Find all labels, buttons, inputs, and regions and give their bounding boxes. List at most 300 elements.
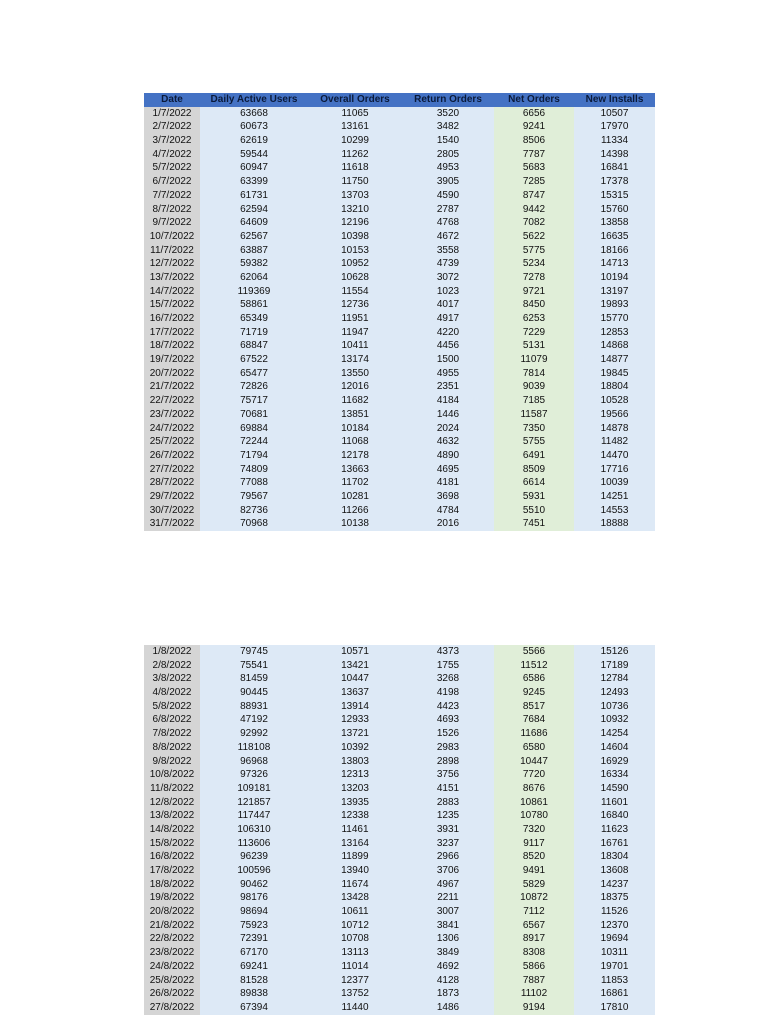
net-orders-cell: 5829 [494, 878, 574, 892]
table-row [144, 312, 655, 326]
date-cell: 9/7/2022 [144, 216, 200, 230]
overall-orders-cell: 11899 [308, 850, 402, 864]
return-orders-cell: 2024 [402, 422, 494, 436]
net-orders-cell: 9194 [494, 1001, 574, 1015]
net-orders-cell: 8509 [494, 463, 574, 477]
net-orders-cell: 5931 [494, 490, 574, 504]
overall-orders-cell: 10299 [308, 134, 402, 148]
new-installs-cell: 17189 [574, 659, 655, 673]
date-cell: 3/8/2022 [144, 672, 200, 686]
overall-orders-cell: 10571 [308, 645, 402, 659]
date-cell: 11/8/2022 [144, 782, 200, 796]
table-row [144, 476, 655, 490]
return-orders-cell: 2787 [402, 203, 494, 217]
header-row [144, 93, 655, 107]
august-table [144, 645, 655, 1015]
overall-orders-cell: 13421 [308, 659, 402, 673]
new-installs-cell: 19566 [574, 408, 655, 422]
overall-orders-cell: 11618 [308, 161, 402, 175]
net-orders-cell: 5510 [494, 504, 574, 518]
header-daily-active-users: Daily Active Users [200, 93, 308, 107]
daily-active-users-cell: 79567 [200, 490, 308, 504]
return-orders-cell: 3558 [402, 244, 494, 258]
net-orders-cell: 7112 [494, 905, 574, 919]
daily-active-users-cell: 62594 [200, 203, 308, 217]
new-installs-cell: 10507 [574, 107, 655, 121]
new-installs-cell: 16841 [574, 161, 655, 175]
date-cell: 17/7/2022 [144, 326, 200, 340]
table-row [144, 367, 655, 381]
table-row [144, 905, 655, 919]
overall-orders-cell: 10628 [308, 271, 402, 285]
overall-orders-cell: 13161 [308, 120, 402, 134]
new-installs-cell: 11623 [574, 823, 655, 837]
july-table-body [144, 107, 655, 531]
net-orders-cell: 6586 [494, 672, 574, 686]
daily-active-users-cell: 62064 [200, 271, 308, 285]
table-row [144, 782, 655, 796]
return-orders-cell: 4768 [402, 216, 494, 230]
net-orders-cell: 7229 [494, 326, 574, 340]
table-row [144, 809, 655, 823]
return-orders-cell: 4739 [402, 257, 494, 271]
net-orders-cell: 7082 [494, 216, 574, 230]
table-row [144, 353, 655, 367]
net-orders-cell: 9241 [494, 120, 574, 134]
new-installs-cell: 16929 [574, 755, 655, 769]
return-orders-cell: 3841 [402, 919, 494, 933]
new-installs-cell: 14254 [574, 727, 655, 741]
date-cell: 25/8/2022 [144, 974, 200, 988]
return-orders-cell: 4967 [402, 878, 494, 892]
date-cell: 8/8/2022 [144, 741, 200, 755]
daily-active-users-cell: 72826 [200, 380, 308, 394]
daily-active-users-cell: 118108 [200, 741, 308, 755]
new-installs-cell: 13608 [574, 864, 655, 878]
net-orders-cell: 7887 [494, 974, 574, 988]
overall-orders-cell: 12313 [308, 768, 402, 782]
daily-active-users-cell: 119369 [200, 285, 308, 299]
new-installs-cell: 13197 [574, 285, 655, 299]
new-installs-cell: 19701 [574, 960, 655, 974]
overall-orders-cell: 13935 [308, 796, 402, 810]
net-orders-cell: 8747 [494, 189, 574, 203]
net-orders-cell: 6253 [494, 312, 574, 326]
overall-orders-cell: 10708 [308, 932, 402, 946]
new-installs-cell: 15315 [574, 189, 655, 203]
daily-active-users-cell: 58861 [200, 298, 308, 312]
net-orders-cell: 5234 [494, 257, 574, 271]
net-orders-cell: 7350 [494, 422, 574, 436]
daily-active-users-cell: 92992 [200, 727, 308, 741]
return-orders-cell: 3237 [402, 837, 494, 851]
net-orders-cell: 8450 [494, 298, 574, 312]
new-installs-cell: 16334 [574, 768, 655, 782]
date-cell: 10/8/2022 [144, 768, 200, 782]
table-row [144, 203, 655, 217]
daily-active-users-cell: 63399 [200, 175, 308, 189]
table-row [144, 946, 655, 960]
overall-orders-cell: 11014 [308, 960, 402, 974]
daily-active-users-cell: 70968 [200, 517, 308, 531]
return-orders-cell: 2805 [402, 148, 494, 162]
daily-active-users-cell: 72244 [200, 435, 308, 449]
new-installs-cell: 12493 [574, 686, 655, 700]
net-orders-cell: 7320 [494, 823, 574, 837]
overall-orders-cell: 11947 [308, 326, 402, 340]
overall-orders-cell: 12338 [308, 809, 402, 823]
new-installs-cell: 11853 [574, 974, 655, 988]
net-orders-cell: 7285 [494, 175, 574, 189]
daily-active-users-cell: 70681 [200, 408, 308, 422]
overall-orders-cell: 13940 [308, 864, 402, 878]
date-cell: 16/7/2022 [144, 312, 200, 326]
new-installs-cell: 14713 [574, 257, 655, 271]
date-cell: 8/7/2022 [144, 203, 200, 217]
new-installs-cell: 17810 [574, 1001, 655, 1015]
return-orders-cell: 3756 [402, 768, 494, 782]
net-orders-cell: 9039 [494, 380, 574, 394]
table-row [144, 517, 655, 531]
table-row [144, 326, 655, 340]
daily-active-users-cell: 68847 [200, 339, 308, 353]
table-row [144, 408, 655, 422]
overall-orders-cell: 10411 [308, 339, 402, 353]
overall-orders-cell: 12196 [308, 216, 402, 230]
return-orders-cell: 3482 [402, 120, 494, 134]
overall-orders-cell: 13663 [308, 463, 402, 477]
return-orders-cell: 2351 [402, 380, 494, 394]
date-cell: 5/7/2022 [144, 161, 200, 175]
daily-active-users-cell: 64609 [200, 216, 308, 230]
return-orders-cell: 1023 [402, 285, 494, 299]
net-orders-cell: 6614 [494, 476, 574, 490]
new-installs-cell: 16761 [574, 837, 655, 851]
overall-orders-cell: 12736 [308, 298, 402, 312]
date-cell: 23/7/2022 [144, 408, 200, 422]
new-installs-cell: 19845 [574, 367, 655, 381]
new-installs-cell: 18166 [574, 244, 655, 258]
new-installs-cell: 14237 [574, 878, 655, 892]
net-orders-cell: 9721 [494, 285, 574, 299]
date-cell: 18/7/2022 [144, 339, 200, 353]
daily-active-users-cell: 62619 [200, 134, 308, 148]
net-orders-cell: 5131 [494, 339, 574, 353]
table-row [144, 257, 655, 271]
table-row [144, 987, 655, 1001]
date-cell: 16/8/2022 [144, 850, 200, 864]
overall-orders-cell: 13851 [308, 408, 402, 422]
new-installs-cell: 17970 [574, 120, 655, 134]
overall-orders-cell: 10611 [308, 905, 402, 919]
date-cell: 7/7/2022 [144, 189, 200, 203]
date-cell: 19/8/2022 [144, 891, 200, 905]
net-orders-cell: 11587 [494, 408, 574, 422]
return-orders-cell: 3849 [402, 946, 494, 960]
date-cell: 2/7/2022 [144, 120, 200, 134]
daily-active-users-cell: 106310 [200, 823, 308, 837]
overall-orders-cell: 11461 [308, 823, 402, 837]
return-orders-cell: 4456 [402, 339, 494, 353]
overall-orders-cell: 13203 [308, 782, 402, 796]
return-orders-cell: 4181 [402, 476, 494, 490]
return-orders-cell: 4890 [402, 449, 494, 463]
daily-active-users-cell: 109181 [200, 782, 308, 796]
net-orders-cell: 9117 [494, 837, 574, 851]
overall-orders-cell: 10447 [308, 672, 402, 686]
date-cell: 1/7/2022 [144, 107, 200, 121]
return-orders-cell: 3905 [402, 175, 494, 189]
overall-orders-cell: 11440 [308, 1001, 402, 1015]
table-row [144, 285, 655, 299]
daily-active-users-cell: 90445 [200, 686, 308, 700]
return-orders-cell: 4017 [402, 298, 494, 312]
daily-active-users-cell: 71794 [200, 449, 308, 463]
daily-active-users-cell: 71719 [200, 326, 308, 340]
daily-active-users-cell: 79745 [200, 645, 308, 659]
net-orders-cell: 8676 [494, 782, 574, 796]
date-cell: 22/7/2022 [144, 394, 200, 408]
daily-active-users-cell: 96968 [200, 755, 308, 769]
daily-active-users-cell: 59382 [200, 257, 308, 271]
net-orders-cell: 5755 [494, 435, 574, 449]
daily-active-users-cell: 117447 [200, 809, 308, 823]
daily-active-users-cell: 47192 [200, 713, 308, 727]
daily-active-users-cell: 96239 [200, 850, 308, 864]
daily-active-users-cell: 75923 [200, 919, 308, 933]
net-orders-cell: 5866 [494, 960, 574, 974]
overall-orders-cell: 10281 [308, 490, 402, 504]
return-orders-cell: 4590 [402, 189, 494, 203]
daily-active-users-cell: 75541 [200, 659, 308, 673]
table-row [144, 891, 655, 905]
new-installs-cell: 17378 [574, 175, 655, 189]
table-row [144, 298, 655, 312]
return-orders-cell: 2983 [402, 741, 494, 755]
daily-active-users-cell: 63887 [200, 244, 308, 258]
date-cell: 29/7/2022 [144, 490, 200, 504]
return-orders-cell: 2016 [402, 517, 494, 531]
net-orders-cell: 5566 [494, 645, 574, 659]
daily-active-users-cell: 65477 [200, 367, 308, 381]
return-orders-cell: 1526 [402, 727, 494, 741]
daily-active-users-cell: 100596 [200, 864, 308, 878]
new-installs-cell: 14251 [574, 490, 655, 504]
header-overall-orders: Overall Orders [308, 93, 402, 107]
return-orders-cell: 1500 [402, 353, 494, 367]
daily-active-users-cell: 65349 [200, 312, 308, 326]
date-cell: 30/7/2022 [144, 504, 200, 518]
table-row [144, 148, 655, 162]
new-installs-cell: 14470 [574, 449, 655, 463]
net-orders-cell: 7451 [494, 517, 574, 531]
table-row [144, 463, 655, 477]
daily-active-users-cell: 74809 [200, 463, 308, 477]
daily-active-users-cell: 62567 [200, 230, 308, 244]
net-orders-cell: 10872 [494, 891, 574, 905]
net-orders-cell: 7720 [494, 768, 574, 782]
new-installs-cell: 14590 [574, 782, 655, 796]
date-cell: 12/8/2022 [144, 796, 200, 810]
daily-active-users-cell: 113606 [200, 837, 308, 851]
net-orders-cell: 7278 [494, 271, 574, 285]
table-row [144, 107, 655, 121]
net-orders-cell: 7787 [494, 148, 574, 162]
date-cell: 15/7/2022 [144, 298, 200, 312]
table-row [144, 864, 655, 878]
date-cell: 28/7/2022 [144, 476, 200, 490]
return-orders-cell: 4784 [402, 504, 494, 518]
new-installs-cell: 14868 [574, 339, 655, 353]
daily-active-users-cell: 88931 [200, 700, 308, 714]
daily-active-users-cell: 97326 [200, 768, 308, 782]
table-row [144, 394, 655, 408]
net-orders-cell: 6567 [494, 919, 574, 933]
date-cell: 21/8/2022 [144, 919, 200, 933]
net-orders-cell: 8520 [494, 850, 574, 864]
net-orders-cell: 7684 [494, 713, 574, 727]
date-cell: 10/7/2022 [144, 230, 200, 244]
overall-orders-cell: 13174 [308, 353, 402, 367]
overall-orders-cell: 11068 [308, 435, 402, 449]
date-cell: 17/8/2022 [144, 864, 200, 878]
overall-orders-cell: 11674 [308, 878, 402, 892]
date-cell: 6/8/2022 [144, 713, 200, 727]
new-installs-cell: 15126 [574, 645, 655, 659]
new-installs-cell: 14553 [574, 504, 655, 518]
overall-orders-cell: 11262 [308, 148, 402, 162]
overall-orders-cell: 11682 [308, 394, 402, 408]
new-installs-cell: 18304 [574, 850, 655, 864]
table-row [144, 339, 655, 353]
return-orders-cell: 4632 [402, 435, 494, 449]
net-orders-cell: 11079 [494, 353, 574, 367]
net-orders-cell: 7185 [494, 394, 574, 408]
overall-orders-cell: 13914 [308, 700, 402, 714]
table-row [144, 796, 655, 810]
july-table [144, 93, 655, 531]
return-orders-cell: 4693 [402, 713, 494, 727]
new-installs-cell: 16635 [574, 230, 655, 244]
new-installs-cell: 14398 [574, 148, 655, 162]
daily-active-users-cell: 69241 [200, 960, 308, 974]
net-orders-cell: 8517 [494, 700, 574, 714]
date-cell: 1/8/2022 [144, 645, 200, 659]
date-cell: 5/8/2022 [144, 700, 200, 714]
overall-orders-cell: 12016 [308, 380, 402, 394]
return-orders-cell: 3520 [402, 107, 494, 121]
table-row [144, 216, 655, 230]
date-cell: 31/7/2022 [144, 517, 200, 531]
table-row [144, 755, 655, 769]
return-orders-cell: 4198 [402, 686, 494, 700]
overall-orders-cell: 11702 [308, 476, 402, 490]
table-row [144, 244, 655, 258]
overall-orders-cell: 11951 [308, 312, 402, 326]
net-orders-cell: 11686 [494, 727, 574, 741]
date-cell: 23/8/2022 [144, 946, 200, 960]
header-date: Date [144, 93, 200, 107]
net-orders-cell: 9491 [494, 864, 574, 878]
new-installs-cell: 10736 [574, 700, 655, 714]
table-row [144, 974, 655, 988]
date-cell: 15/8/2022 [144, 837, 200, 851]
daily-active-users-cell: 60947 [200, 161, 308, 175]
return-orders-cell: 2211 [402, 891, 494, 905]
return-orders-cell: 1446 [402, 408, 494, 422]
date-cell: 21/7/2022 [144, 380, 200, 394]
return-orders-cell: 4373 [402, 645, 494, 659]
table-row [144, 435, 655, 449]
net-orders-cell: 5775 [494, 244, 574, 258]
new-installs-cell: 12853 [574, 326, 655, 340]
date-cell: 27/7/2022 [144, 463, 200, 477]
return-orders-cell: 1540 [402, 134, 494, 148]
daily-active-users-cell: 67170 [200, 946, 308, 960]
new-installs-cell: 14877 [574, 353, 655, 367]
return-orders-cell: 1486 [402, 1001, 494, 1015]
new-installs-cell: 16861 [574, 987, 655, 1001]
new-installs-cell: 11601 [574, 796, 655, 810]
new-installs-cell: 12784 [574, 672, 655, 686]
new-installs-cell: 16840 [574, 809, 655, 823]
return-orders-cell: 4220 [402, 326, 494, 340]
daily-active-users-cell: 89838 [200, 987, 308, 1001]
header-net-orders: Net Orders [494, 93, 574, 107]
new-installs-cell: 18888 [574, 517, 655, 531]
overall-orders-cell: 13637 [308, 686, 402, 700]
date-cell: 20/8/2022 [144, 905, 200, 919]
net-orders-cell: 11102 [494, 987, 574, 1001]
new-installs-cell: 15770 [574, 312, 655, 326]
new-installs-cell: 19893 [574, 298, 655, 312]
daily-active-users-cell: 60673 [200, 120, 308, 134]
august-table-body [144, 645, 655, 1015]
table-row [144, 161, 655, 175]
daily-active-users-cell: 72391 [200, 932, 308, 946]
date-cell: 4/7/2022 [144, 148, 200, 162]
new-installs-cell: 10039 [574, 476, 655, 490]
overall-orders-cell: 13703 [308, 189, 402, 203]
return-orders-cell: 1873 [402, 987, 494, 1001]
new-installs-cell: 15760 [574, 203, 655, 217]
daily-active-users-cell: 67394 [200, 1001, 308, 1015]
daily-active-users-cell: 75717 [200, 394, 308, 408]
overall-orders-cell: 12377 [308, 974, 402, 988]
overall-orders-cell: 11065 [308, 107, 402, 121]
daily-active-users-cell: 82736 [200, 504, 308, 518]
new-installs-cell: 11334 [574, 134, 655, 148]
table-row [144, 932, 655, 946]
net-orders-cell: 7814 [494, 367, 574, 381]
overall-orders-cell: 10712 [308, 919, 402, 933]
return-orders-cell: 3706 [402, 864, 494, 878]
table-row [144, 659, 655, 673]
table-row [144, 741, 655, 755]
net-orders-cell: 8506 [494, 134, 574, 148]
return-orders-cell: 2898 [402, 755, 494, 769]
header-return-orders: Return Orders [402, 93, 494, 107]
return-orders-cell: 4692 [402, 960, 494, 974]
date-cell: 19/7/2022 [144, 353, 200, 367]
overall-orders-cell: 11750 [308, 175, 402, 189]
return-orders-cell: 4672 [402, 230, 494, 244]
return-orders-cell: 4953 [402, 161, 494, 175]
table-row [144, 422, 655, 436]
return-orders-cell: 3268 [402, 672, 494, 686]
overall-orders-cell: 10398 [308, 230, 402, 244]
table-row [144, 449, 655, 463]
